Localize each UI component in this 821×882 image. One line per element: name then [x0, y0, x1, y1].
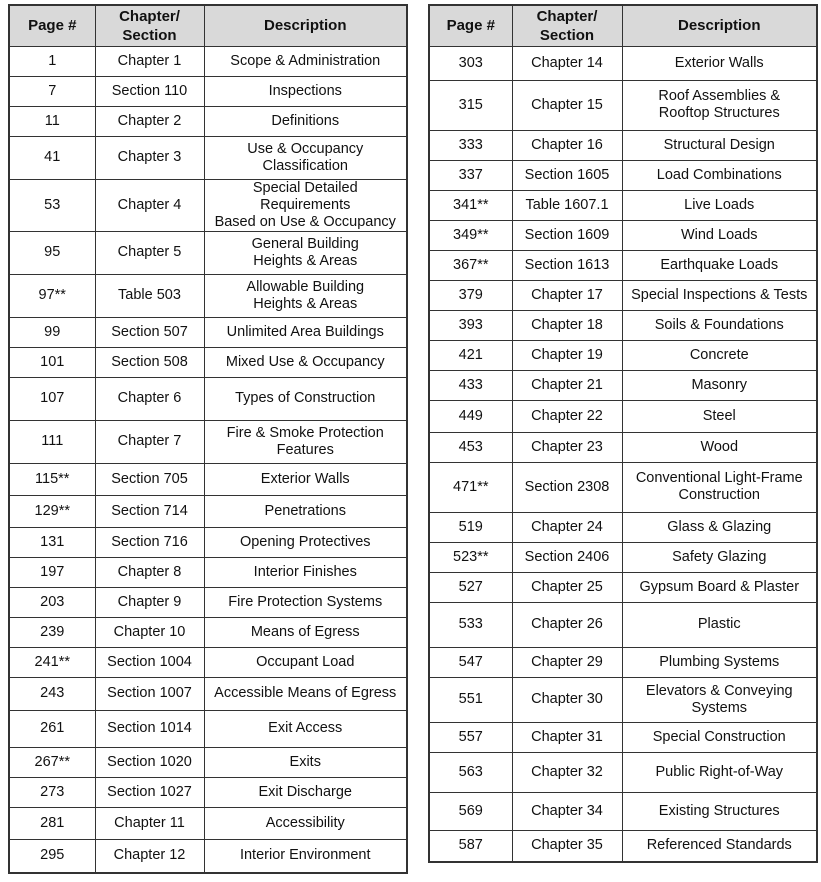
chapter-cell: Section 1027 — [95, 777, 204, 807]
chapter-cell: Chapter 35 — [512, 830, 622, 862]
page-number-cell: 303 — [429, 46, 512, 80]
chapter-cell: Section 714 — [95, 495, 204, 527]
table-row — [9, 420, 407, 463]
page-number-cell: 379 — [429, 280, 512, 310]
page-number-cell: 433 — [429, 370, 512, 400]
chapter-cell: Section 507 — [95, 317, 204, 347]
left-index-table — [8, 4, 408, 874]
chapter-cell: Chapter 21 — [512, 370, 622, 400]
table-row — [429, 572, 817, 602]
chapter-cell: Chapter 23 — [512, 432, 622, 462]
page-number-cell: 7 — [9, 76, 95, 106]
description-cell: General Building Heights & Areas — [204, 231, 407, 274]
page-number-cell: 53 — [9, 179, 95, 231]
chapter-cell: Section 1609 — [512, 220, 622, 250]
description-cell: Fire & Smoke Protection Features — [204, 420, 407, 463]
description-cell: Plastic — [622, 602, 817, 647]
chapter-cell: Chapter 18 — [512, 310, 622, 340]
description-cell: Steel — [622, 400, 817, 432]
table-row — [9, 46, 407, 76]
table-row — [429, 432, 817, 462]
page-number-cell: 523** — [429, 542, 512, 572]
page-number-cell: 243 — [9, 677, 95, 710]
description-cell: Special Construction — [622, 722, 817, 752]
table-row — [429, 752, 817, 792]
page-number-cell: 551 — [429, 677, 512, 722]
table-row — [429, 220, 817, 250]
description-cell: Plumbing Systems — [622, 647, 817, 677]
description-cell: Special Inspections & Tests — [622, 280, 817, 310]
chapter-cell: Table 503 — [95, 274, 204, 317]
page-number-cell: 273 — [9, 777, 95, 807]
page-number-cell: 41 — [9, 136, 95, 179]
table-row — [9, 839, 407, 873]
chapter-cell: Section 2406 — [512, 542, 622, 572]
table-row — [429, 647, 817, 677]
page-number-cell: 471** — [429, 462, 512, 512]
description-cell: Exit Discharge — [204, 777, 407, 807]
chapter-cell: Section 1004 — [95, 647, 204, 677]
description-column-header: Description — [622, 5, 817, 46]
chapter-cell: Chapter 26 — [512, 602, 622, 647]
page-number-cell: 333 — [429, 130, 512, 160]
chapter-cell: Chapter 34 — [512, 792, 622, 830]
chapter-cell: Chapter 12 — [95, 839, 204, 873]
page-number-cell: 421 — [429, 340, 512, 370]
page-number-cell: 367** — [429, 250, 512, 280]
page-number-cell: 1 — [9, 46, 95, 76]
description-cell: Penetrations — [204, 495, 407, 527]
page-number-cell: 281 — [9, 807, 95, 839]
table-row — [9, 317, 407, 347]
chapter-cell: Section 110 — [95, 76, 204, 106]
table-row — [429, 792, 817, 830]
chapter-cell: Chapter 3 — [95, 136, 204, 179]
chapter-cell: Section 705 — [95, 463, 204, 495]
page-number-cell: 315 — [429, 80, 512, 130]
description-cell: Wind Loads — [622, 220, 817, 250]
chapter-column-header: Chapter/ Section — [95, 5, 204, 46]
page-number-cell: 533 — [429, 602, 512, 647]
table-row — [429, 370, 817, 400]
description-cell: Fire Protection Systems — [204, 587, 407, 617]
chapter-cell: Section 1014 — [95, 710, 204, 747]
chapter-cell: Section 1613 — [512, 250, 622, 280]
description-cell: Inspections — [204, 76, 407, 106]
page-number-cell: 547 — [429, 647, 512, 677]
header-row — [9, 5, 407, 46]
description-cell: Referenced Standards — [622, 830, 817, 862]
page-number-cell: 453 — [429, 432, 512, 462]
description-cell: Exterior Walls — [204, 463, 407, 495]
chapter-cell: Chapter 16 — [512, 130, 622, 160]
table-row — [9, 231, 407, 274]
chapter-cell: Section 716 — [95, 527, 204, 557]
description-cell: Wood — [622, 432, 817, 462]
table-row — [429, 130, 817, 160]
page-number-cell: 111 — [9, 420, 95, 463]
page-number-cell: 527 — [429, 572, 512, 602]
description-cell: Roof Assemblies & Rooftop Structures — [622, 80, 817, 130]
right-index-table — [428, 4, 818, 863]
page-number-cell: 99 — [9, 317, 95, 347]
description-cell: Masonry — [622, 370, 817, 400]
table-row — [9, 557, 407, 587]
table-row — [9, 777, 407, 807]
page-number-cell: 569 — [429, 792, 512, 830]
table-row — [9, 747, 407, 777]
page-column-header: Page # — [429, 5, 512, 46]
table-row — [429, 677, 817, 722]
page-number-cell: 261 — [9, 710, 95, 747]
table-row — [9, 495, 407, 527]
page-number-cell: 203 — [9, 587, 95, 617]
description-cell: Conventional Light-Frame Construction — [622, 462, 817, 512]
description-cell: Scope & Administration — [204, 46, 407, 76]
description-cell: Gypsum Board & Plaster — [622, 572, 817, 602]
page-number-cell: 11 — [9, 106, 95, 136]
table-row — [429, 512, 817, 542]
chapter-cell: Chapter 6 — [95, 377, 204, 420]
table-row — [9, 647, 407, 677]
description-cell: Interior Environment — [204, 839, 407, 873]
table-row — [429, 190, 817, 220]
page-number-cell: 115** — [9, 463, 95, 495]
table-row — [429, 542, 817, 572]
table-row — [9, 807, 407, 839]
page-number-cell: 131 — [9, 527, 95, 557]
chapter-cell: Chapter 2 — [95, 106, 204, 136]
chapter-cell: Section 1605 — [512, 160, 622, 190]
chapter-cell: Chapter 7 — [95, 420, 204, 463]
chapter-cell: Chapter 4 — [95, 179, 204, 231]
table-row — [429, 280, 817, 310]
chapter-cell: Chapter 14 — [512, 46, 622, 80]
description-cell: Structural Design — [622, 130, 817, 160]
page-number-cell: 295 — [9, 839, 95, 873]
page-number-cell: 393 — [429, 310, 512, 340]
page-number-cell: 95 — [9, 231, 95, 274]
description-cell: Occupant Load — [204, 647, 407, 677]
description-cell: Live Loads — [622, 190, 817, 220]
chapter-cell: Chapter 9 — [95, 587, 204, 617]
page-number-cell: 241** — [9, 647, 95, 677]
page-number-cell: 107 — [9, 377, 95, 420]
description-cell: Unlimited Area Buildings — [204, 317, 407, 347]
table-row — [9, 377, 407, 420]
table-row — [9, 76, 407, 106]
description-cell: Accessible Means of Egress — [204, 677, 407, 710]
table-row — [9, 347, 407, 377]
description-cell: Public Right-of-Way — [622, 752, 817, 792]
table-row — [429, 310, 817, 340]
table-row — [429, 722, 817, 752]
chapter-cell: Chapter 25 — [512, 572, 622, 602]
table-row — [9, 710, 407, 747]
chapter-cell: Section 1020 — [95, 747, 204, 777]
description-cell: Allowable Building Heights & Areas — [204, 274, 407, 317]
page-number-cell: 97** — [9, 274, 95, 317]
chapter-column-header: Chapter/ Section — [512, 5, 622, 46]
page-number-cell: 341** — [429, 190, 512, 220]
description-cell: Definitions — [204, 106, 407, 136]
description-cell: Types of Construction — [204, 377, 407, 420]
page-number-cell: 267** — [9, 747, 95, 777]
page-number-cell: 449 — [429, 400, 512, 432]
chapter-cell: Chapter 29 — [512, 647, 622, 677]
page-number-cell: 557 — [429, 722, 512, 752]
table-row — [9, 274, 407, 317]
table-row — [429, 400, 817, 432]
page-number-cell: 587 — [429, 830, 512, 862]
table-row — [429, 250, 817, 280]
description-cell: Safety Glazing — [622, 542, 817, 572]
chapter-cell: Chapter 19 — [512, 340, 622, 370]
page-number-cell: 197 — [9, 557, 95, 587]
chapter-cell: Chapter 5 — [95, 231, 204, 274]
chapter-cell: Chapter 11 — [95, 807, 204, 839]
chapter-cell: Chapter 8 — [95, 557, 204, 587]
chapter-cell: Chapter 10 — [95, 617, 204, 647]
table-row — [429, 830, 817, 862]
description-cell: Means of Egress — [204, 617, 407, 647]
description-cell: Interior Finishes — [204, 557, 407, 587]
chapter-cell: Chapter 17 — [512, 280, 622, 310]
chapter-cell: Chapter 24 — [512, 512, 622, 542]
description-cell: Existing Structures — [622, 792, 817, 830]
table-row — [429, 462, 817, 512]
table-row — [9, 179, 407, 231]
table-row — [9, 677, 407, 710]
table-row — [429, 602, 817, 647]
table-row — [429, 80, 817, 130]
chapter-cell: Chapter 22 — [512, 400, 622, 432]
chapter-cell: Chapter 15 — [512, 80, 622, 130]
chapter-cell: Chapter 30 — [512, 677, 622, 722]
description-cell: Mixed Use & Occupancy — [204, 347, 407, 377]
page-number-cell: 239 — [9, 617, 95, 647]
page-number-cell: 349** — [429, 220, 512, 250]
table-row — [9, 136, 407, 179]
description-cell: Earthquake Loads — [622, 250, 817, 280]
description-cell: Concrete — [622, 340, 817, 370]
page-number-cell: 337 — [429, 160, 512, 190]
description-cell: Special Detailed Requirements Based on Use & Occupancy — [204, 179, 407, 231]
description-cell: Use & Occupancy Classification — [204, 136, 407, 179]
table-row — [9, 106, 407, 136]
page-column-header: Page # — [9, 5, 95, 46]
description-cell: Exits — [204, 747, 407, 777]
chapter-cell: Section 508 — [95, 347, 204, 377]
chapter-cell: Chapter 31 — [512, 722, 622, 752]
chapter-cell: Section 1007 — [95, 677, 204, 710]
description-cell: Opening Protectives — [204, 527, 407, 557]
description-cell: Exterior Walls — [622, 46, 817, 80]
chapter-cell: Chapter 32 — [512, 752, 622, 792]
chapter-cell: Chapter 1 — [95, 46, 204, 76]
chapter-cell: Table 1607.1 — [512, 190, 622, 220]
description-cell: Accessibility — [204, 807, 407, 839]
description-cell: Soils & Foundations — [622, 310, 817, 340]
table-row — [9, 617, 407, 647]
table-row — [429, 46, 817, 80]
table-row — [9, 587, 407, 617]
page-number-cell: 101 — [9, 347, 95, 377]
page-number-cell: 563 — [429, 752, 512, 792]
table-row — [9, 527, 407, 557]
description-cell: Exit Access — [204, 710, 407, 747]
description-cell: Glass & Glazing — [622, 512, 817, 542]
description-column-header: Description — [204, 5, 407, 46]
page-number-cell: 519 — [429, 512, 512, 542]
description-cell: Load Combinations — [622, 160, 817, 190]
table-row — [429, 340, 817, 370]
header-row — [429, 5, 817, 46]
table-row — [429, 160, 817, 190]
chapter-cell: Section 2308 — [512, 462, 622, 512]
description-cell: Elevators & Conveying Systems — [622, 677, 817, 722]
page-number-cell: 129** — [9, 495, 95, 527]
table-row — [9, 463, 407, 495]
